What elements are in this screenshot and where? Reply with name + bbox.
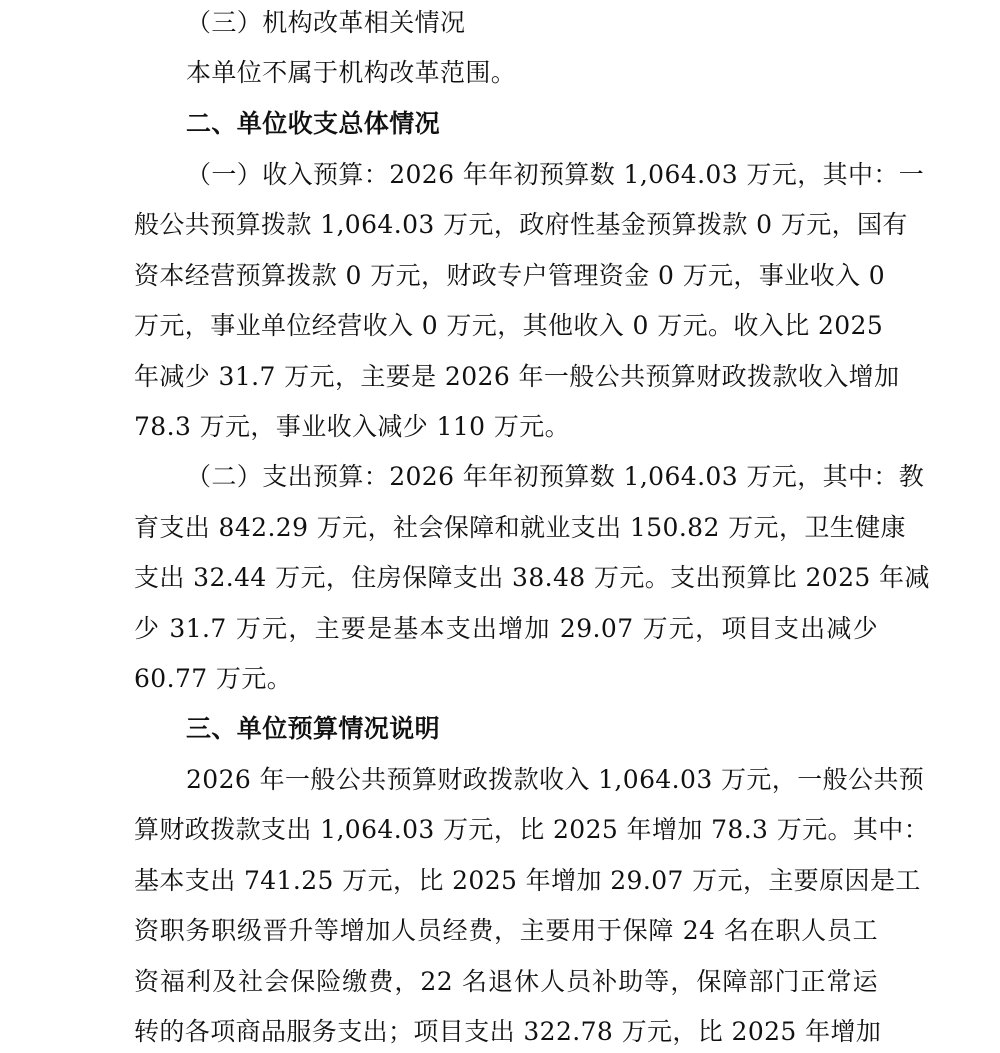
section-heading: 三、单位预算情况说明 [186,714,441,743]
paragraph-line: 年减少 31.7 万元，主要是 2026 年一般公共预算财政拨款收入增加 [134,362,900,391]
paragraph-line: 基本支出 741.25 万元，比 2025 年增加 29.07 万元，主要原因是工 [134,866,921,895]
paragraph: 本单位不属于机构改革范围。 [186,58,517,87]
paragraph-line: 转的各项商品服务支出；项目支出 322.78 万元，比 2025 年增加 [134,1017,882,1046]
paragraph-line: 2026 年一般公共预算财政拨款收入 1,064.03 万元，一般公共预 [186,765,925,794]
paragraph-line: 60.77 万元。 [134,664,293,693]
paragraph-line: （一）收入预算：2026 年年初预算数 1,064.03 万元，其中：一 [186,160,925,189]
section-heading: 二、单位收支总体情况 [186,109,441,138]
paragraph-line: 支出 32.44 万元，住房保障支出 38.48 万元。支出预算比 2025 年减 [134,563,930,592]
paragraph-line: 78.3 万元，事业收入减少 110 万元。 [134,412,571,441]
paragraph-line: 般公共预算拨款 1,064.03 万元，政府性基金预算拨款 0 万元，国有 [134,210,908,239]
subsection-title: （三）机构改革相关情况 [186,8,466,37]
paragraph-line: 万元，事业单位经营收入 0 万元，其他收入 0 万元。收入比 2025 [134,311,884,340]
paragraph-line: 育支出 842.29 万元，社会保障和就业支出 150.82 万元，卫生健康 [134,513,906,542]
paragraph-line: 算财政拨款支出 1,064.03 万元，比 2025 年增加 78.3 万元。其中： [134,815,930,844]
paragraph-line: （二）支出预算：2026 年年初预算数 1,064.03 万元，其中：教 [186,462,925,491]
paragraph-line: 少 31.7 万元，主要是基本支出增加 29.07 万元，项目支出减少 [134,614,878,643]
paragraph-line: 资本经营预算拨款 0 万元，财政专户管理资金 0 万元，事业收入 0 [134,261,886,290]
paragraph-line: 资职务职级晋升等增加人员经费，主要用于保障 24 名在职人员工 [134,916,878,945]
paragraph-line: 资福利及社会保险缴费，22 名退休人员补助等，保障部门正常运 [134,967,878,996]
